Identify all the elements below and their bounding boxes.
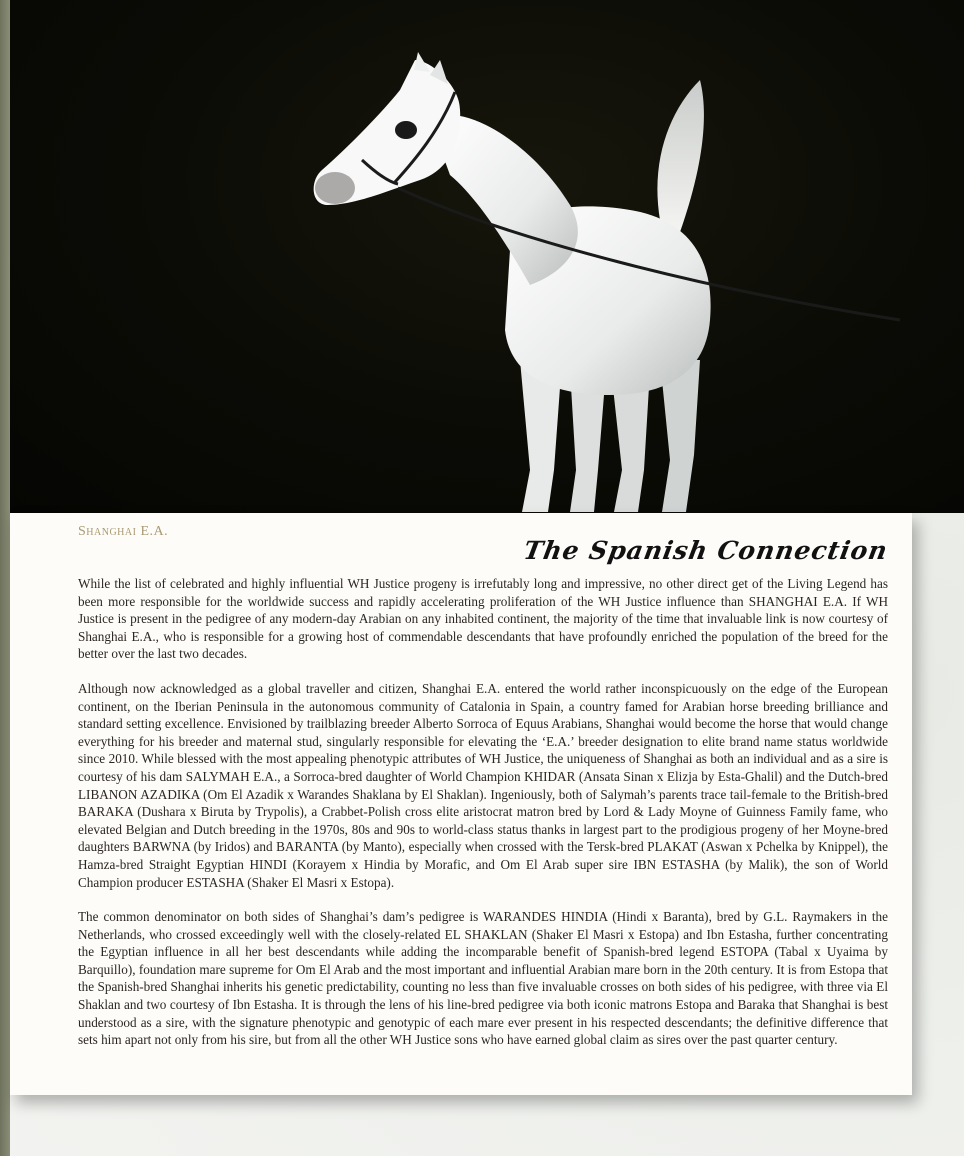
horse-photo	[10, 0, 964, 513]
page-spine	[0, 0, 10, 1156]
paragraph: While the list of celebrated and highly influential WH Justice progeny is irrefutably long and impressive, no other direct get of the Living Legend has been more responsible for the worldwide success and rapidly accelerating proliferation of the WH Justice influence than SHANGHAI E.A. If WH Justice is present in the pedigree of any modern-day Arabian on any inhabited continent, the majority of the time that invaluable link is now courtesy of Shanghai E.A., who is responsible for a growing host of commendable descendants that have profoundly enriched the population of the breed for the better over the last two decades.	[78, 576, 888, 662]
paragraph: The common denominator on both sides of Shanghai’s dam’s pedigree is WARANDES HINDIA (Hindi x Baranta), bred by G.L. Raymakers in the Netherlands, who crossed exceedingly well with the closely-related EL SHAKLAN (Shaker El Masri x Estopa) and Ibn Estasha, further concentrating the Egyptian influence in all her best descendants while adding the incomparable benefit of Spanish-bred legend ESTOPA (Tabal x Uyaima by Barquillo), foundation mare supreme for Om El Arab and the most important and influential Arabian mare born in the 20th century. It is from Estopa that the Spanish-bred Shanghai inherits his genetic predictability, counting no less than five invaluable crosses on both sides of his pedigree, with three via El Shaklan and two courtesy of Ibn Estasha. It is through the lens of his line-bred pedigree via both iconic matrons Estopa and Baraka that Shanghai is best understood as a sire, with the signature phenotypic and genotypic of each mare ever present in his respected descendants; the definitive difference that sets him apart not only from his sire, but from all the other WH Justice sons who have earned global claim as sires over the past quarter century.	[78, 909, 888, 1048]
white-horse-illustration	[10, 0, 964, 513]
article-title: The Spanish Connection	[521, 536, 891, 565]
article-body	[78, 575, 888, 1066]
photo-caption: Shanghai E.A.	[78, 524, 169, 539]
paragraph: Although now acknowledged as a global traveller and citizen, Shanghai E.A. entered the world rather inconspicuously on the edge of the European continent, on the Iberian Peninsula in the autonomous community of Catalonia in Spain, a country famed for Arabian horse breeding brilliance and standard setting excellence. Envisioned by trailblazing breeder Alberto Sorroca of Equus Arabians, Shanghai would become the horse that would change everything for his breeder and maternal stud, singularly responsible for elevating the ‘E.A.’ breeder designation to elite brand name status worldwide since 2010. While blessed with the most appealing phenotypic attributes of WH Justice, the uniqueness of Shanghai as both an individual and as a sire is courtesy of his dam SALYMAH E.A., a Sorroca-bred daughter of World Champion KHIDAR (Ansata Sinan x Elizja by Esta-Ghalil) and the Dutch-bred LIBANON AZADIKA (Om El Azadik x Warandes Shaklana by El Shaklan). Ingeniously, both of Salymah’s parents trace tail-female to the British-bred BARAKA (Dushara x Biruta by Trypolis), a Crabbet-Polish cross elite aristocrat matron bred by Lord & Lady Moyne of Guinness Family fame, who elevated Belgian and Dutch breeding in the 1970s, 80s and 90s to world-class status thanks in largest part to the prodigious progeny of her Moyne-bred daughters BARWNA (by Iridos) and BARANTA (by Manto), especially when crossed with the Tersk-bred PLAKAT (Aswan x Pchelka by Knippel), the Hamza-bred Straight Egyptian HINDI (Korayem x Hindia by Morafic, and Om El Arab super sire IBN ESTASHA (by Malik), the son of World Champion producer ESTASHA (Shaker El Masri x Estopa).	[78, 680, 888, 890]
